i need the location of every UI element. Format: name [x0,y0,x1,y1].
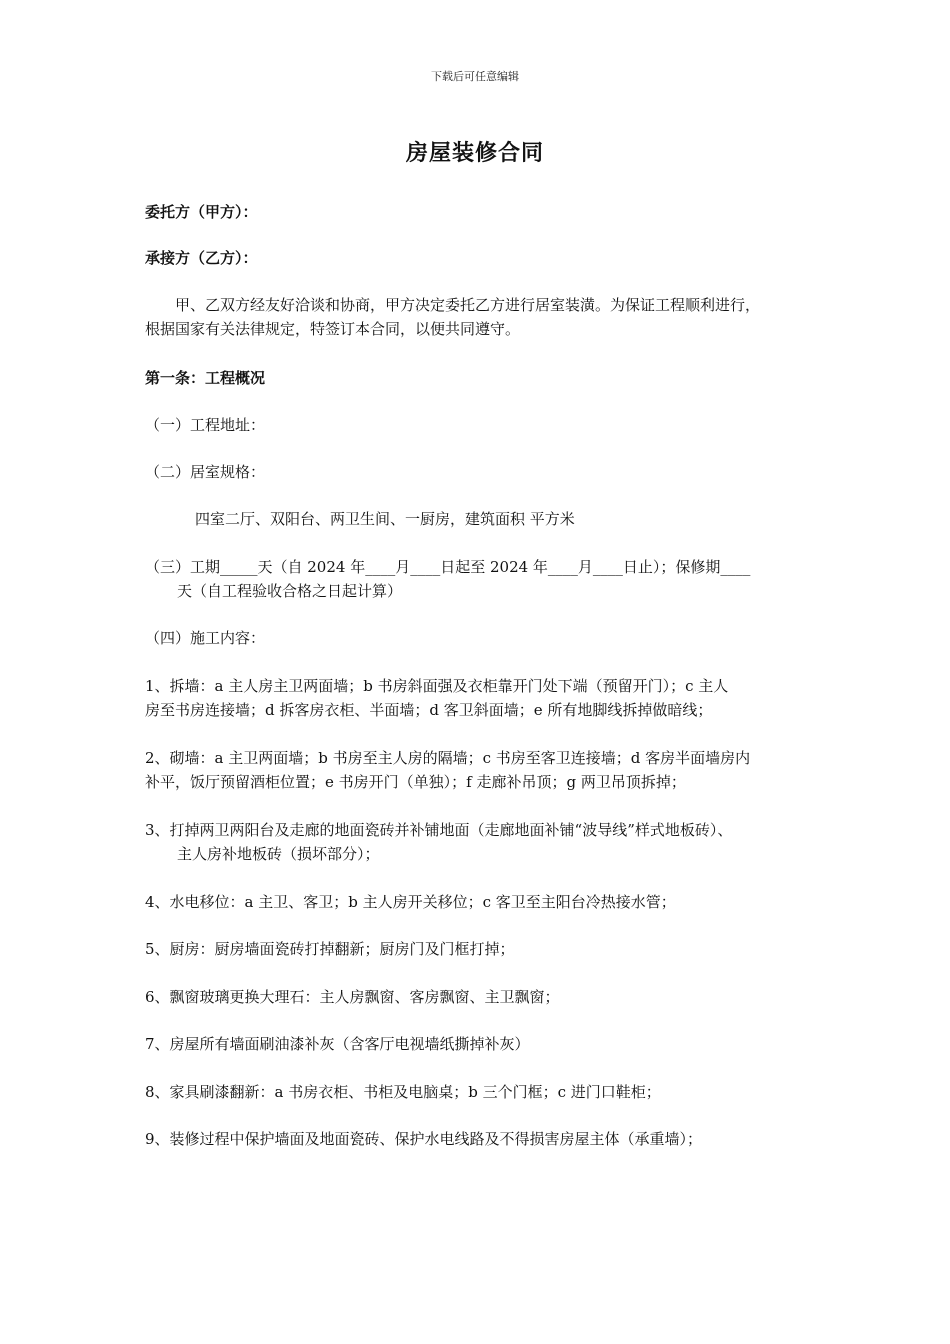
item-address: （一）工程地址： [145,416,266,434]
work-item: 5、厨房：厨房墙面瓷砖打掉翻新；厨房门及门框打掉； [145,940,515,958]
work-item-line: 2、砌墙：a 主卫两面墙；b 书房至主人房的隔墙；c 书房至客卫连接墙；d 客房半面墙房内 [145,749,751,767]
party-a-label: 委托方（甲方）： [145,203,258,221]
preamble-line: 根据国家有关法律规定，特签订本合同，以便共同遵守。 [145,320,521,338]
work-item-line: 3、打掉两卫两阳台及走廊的地面瓷砖并补铺地面（走廊地面补铺“波导线”样式地板砖）、 [145,821,733,839]
work-item: 8、家具刷漆翻新：a 书房衣柜、书柜及电脑桌；b 三个门框；c 进门口鞋柜； [145,1083,661,1101]
work-item: 7、房屋所有墙面刷油漆补灰（含客厅电视墙纸撕掉补灰） [145,1035,530,1053]
duration-line: （三）工期_____天（自 2024 年____月____日起至 2024 年____月____日止）；保修期____ [145,558,751,576]
room-spec-detail: 四室二厅、双阳台、两卫生间、一厨房，建筑面积 平方米 [195,510,575,528]
work-item: 9、装修过程中保护墙面及地面瓷砖、保护水电线路及不得损害房屋主体（承重墙）； [145,1130,703,1148]
article1-heading: 第一条：工程概况 [145,369,266,387]
work-item [145,746,825,794]
work-item-line: 补平，饭厅预留酒柜位置；e 书房开门（单独）；f 走廊补吊顶；g 两卫吊顶拆掉； [145,773,686,791]
work-item: 4、水电移位：a 主卫、客卫；b 主人房开关移位；c 客卫至主阳台冷热接水管； [145,893,676,911]
document-title: 房屋装修合同 [405,140,544,166]
work-item: 6、飘窗玻璃更换大理石：主人房飘窗、客房飘窗、主卫飘窗； [145,988,560,1006]
preamble-line: 甲、乙双方经友好洽谈和协商，甲方决定委托乙方进行居室装潢。为保证工程顺利进行， [175,296,761,314]
item-work-content: （四）施工内容： [145,629,266,647]
item-duration [145,555,825,603]
item-room-spec: （二）居室规格： [145,463,266,481]
preamble-paragraph [145,293,825,341]
work-item-line: 房至书房连接墙；d 拆客房衣柜、半面墙；d 客卫斜面墙；e 所有地脚线拆掉做暗线； [145,701,713,719]
duration-line: 天（自工程验收合格之日起计算） [177,582,403,600]
work-item [145,818,825,866]
header-note: 下载后可任意编辑 [431,70,519,83]
party-b-label: 承接方（乙方）： [145,249,258,267]
work-item-line: 主人房补地板砖（损坏部分）； [177,845,380,863]
work-item-line: 1、拆墙：a 主人房主卫两面墙；b 书房斜面强及衣柜靠开门处下端（预留开门）；c 主人 [145,677,729,695]
work-item [145,674,825,722]
